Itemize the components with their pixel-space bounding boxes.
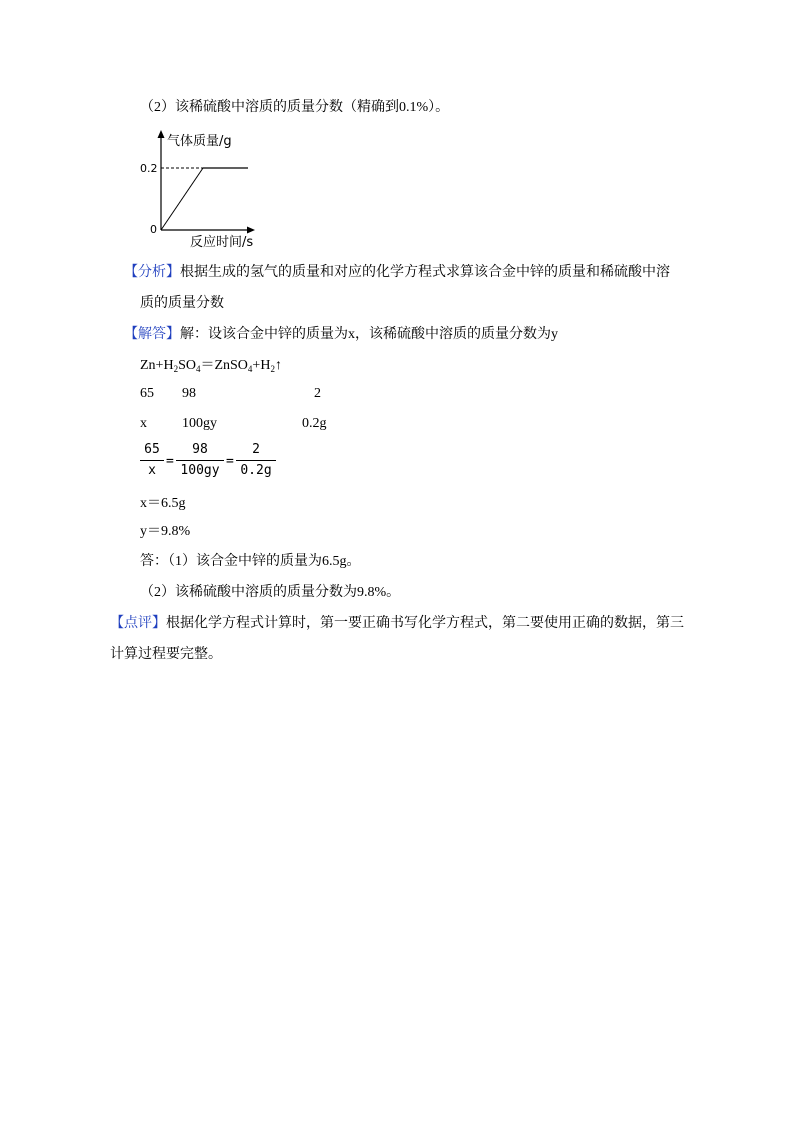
series-rise <box>161 168 203 230</box>
analysis-tag: 【分析】 <box>124 265 180 280</box>
row1-h2so4: 98 <box>182 386 196 401</box>
comment-tag: 【点评】 <box>110 616 166 631</box>
gas-mass-chart <box>138 128 278 254</box>
x-axis-label: 反应时间/s <box>190 235 254 250</box>
chemical-equation: $Zn+H_2SO_4=ZnSO_4+H_2↑$ <box>140 358 282 374</box>
y-axis-label: 气体质量/g <box>167 134 232 149</box>
x-result: x＝6.5g <box>140 496 186 511</box>
x-axis-arrow <box>247 227 255 234</box>
row1-zn: 65 <box>140 386 154 401</box>
row2-h2so4: 100gy <box>182 416 217 431</box>
fraction-2: $\frac{98}{100gy}$ <box>176 440 224 481</box>
origin-label: 0 <box>150 223 157 236</box>
comment-line-1: 【点评】根据化学方程式计算时，第一要正确书写化学方程式，第二要使用正确的数据，第三 <box>110 616 684 631</box>
fraction-1: $\frac{65}{x}$ <box>140 440 164 481</box>
fraction-3: $\frac{2}{0.2g}$ <box>236 440 276 481</box>
analysis-line-1: 【分析】根据生成的氢气的质量和对应的化学方程式求算该合金中锌的质量和稀硫酸中溶 <box>124 265 670 280</box>
y-tick-label: 0.2 <box>140 162 158 175</box>
y-result: y＝9.8% <box>140 524 191 539</box>
answer-intro: 【解答】解：设该合金中锌的质量为x，该稀硫酸中溶质的质量分数为y <box>124 327 558 342</box>
document-page: （2）该稀硫酸中溶质的质量分数（精确到0.1%）。 气体质量/g 0.2 0 反应时间/s 【分析】根据生成的氢气的质量和对应的化学方程式求算该合金中锌的质量和稀硫酸中溶 质的质量分数 【解答】解：设该合金中锌的质量为x，该稀硫酸中溶质的质量分数为y $Zn+H_2SO_4=ZnSO_4+H_2↑$ 65 98 2 x 100gy 0.2g $\frac{65}{x}$ = $\frac{98}{100gy}$ = $\frac{2}{0.2g}$ x＝6.5g y＝9.8% 答：（1）该合金中锌的质量为6.5g。 （2）该稀硫酸中溶质的质量分数为9.8%。 【点评】根据化学方程式计算时，第一要正确书写化学方程式，第二要使用正确的数据，第三 计算过程要完整。 <box>0 0 800 1132</box>
y-axis-arrow <box>158 130 165 138</box>
answer-tag: 【解答】 <box>124 327 180 342</box>
row1-h2: 2 <box>314 386 321 401</box>
reply-1: 答：（1）该合金中锌的质量为6.5g。 <box>140 554 361 569</box>
question-2: （2）该稀硫酸中溶质的质量分数（精确到0.1%）。 <box>140 100 450 115</box>
row2-zn: x <box>140 416 147 431</box>
analysis-line-2: 质的质量分数 <box>140 296 224 311</box>
row2-h2: 0.2g <box>302 416 327 431</box>
comment-line-2: 计算过程要完整。 <box>110 647 222 662</box>
reply-2: （2）该稀硫酸中溶质的质量分数为9.8%。 <box>140 585 401 600</box>
